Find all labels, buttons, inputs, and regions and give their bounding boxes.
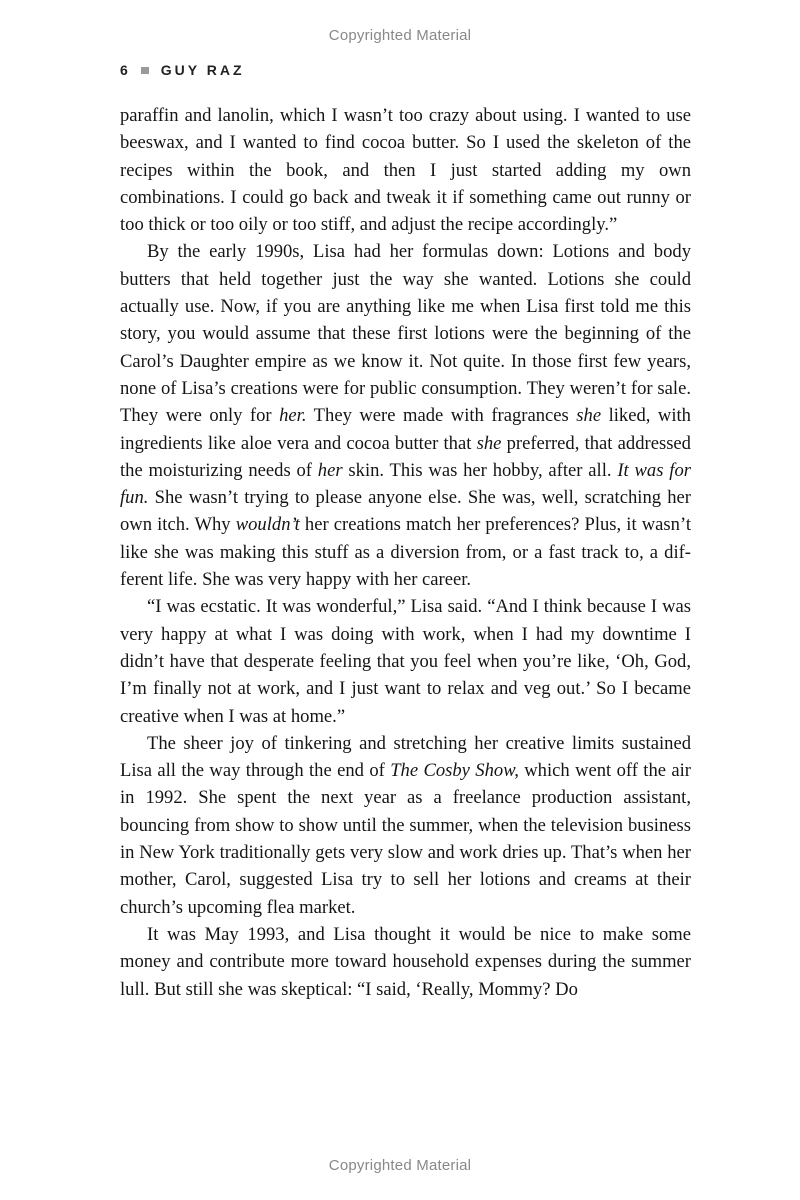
italic-text-run: she: [476, 432, 502, 454]
italic-text-run: she: [576, 405, 602, 427]
text-run: By the early 1990s, Lisa had her formulas down: Lotions and body butters that held together just the way she wanted. Lotions she could actually use. Now, if you are anything like me when Lisa first told me this story, you would assume that these first lotions were the beginning of the Carol’s Daughter empire as we know it. Not quite. In those first few years, none of Lisa’s creations were for public consumption. They weren’t for sale. They were only for: [120, 241, 691, 427]
text-run: her creations match her preferences? Plus, it wasn’t like she was making this stuff as a diversion from, or a fast track to, a different life. She was very happy with her career.: [120, 514, 691, 591]
body-text: [120, 102, 691, 1003]
text-run: They were made with fragrances: [306, 405, 577, 427]
italic-text-run: her.: [279, 405, 307, 427]
text-run: skin. This was her hobby, after all.: [342, 459, 618, 481]
text-run: which went off the air in 1992. She spent the next year as a freelance production assistant, bouncing from show to show until the summer, when the television business in New York traditionally gets very slow and work dries up. That’s when her mother, Carol, suggested Lisa try to sell her lotions and creams at their church’s upcoming flea market.: [120, 760, 692, 918]
copyright-watermark-bottom: Copyrighted Material: [328, 1157, 472, 1174]
italic-text-run: It was for fun.: [120, 459, 691, 509]
copyright-watermark-top: Copyrighted Material: [328, 27, 472, 44]
text-run: “I was ecstatic. It was wonderful,” Lisa said. “And I think because I was very happy at what I was doing with work, when I had my downtime I didn’t have that desperate feeling that you feel when you’re like, ‘Oh, God, I’m finally not at work, and I just want to relax and veg out.’ So I became creative when I was at home.”: [120, 596, 691, 727]
running-head: [120, 62, 245, 78]
text-run: paraffin and lanolin, which I wasn’t too crazy about using. I wanted to use beeswax, and I wanted to find cocoa butter. So I used the skeleton of the recipes within the book, and then I just started adding my own combinations. I could go back and tweak it if something came out runny or too thick or too oily or too stiff, and adjust the recipe accordingly.”: [120, 105, 691, 236]
separator-square-icon: [141, 67, 149, 74]
paragraph: [120, 921, 691, 1003]
italic-text-run: her: [317, 459, 343, 481]
paragraph: [120, 238, 691, 593]
paragraph: [120, 593, 691, 729]
text-run: The sheer joy of tinkering and stretching her creative limits sustained Lisa all the way through the end of: [120, 732, 691, 782]
text-run: It was May 1993, and Lisa thought it would be nice to make some money and contribute more toward household expenses during the summer lull. But still she was skeptical: “I said, ‘Really, Mommy? Do: [120, 923, 691, 1000]
text-run: liked, with ingredients like aloe vera and cocoa butter that: [120, 405, 691, 454]
italic-text-run: The Cosby Show,: [390, 760, 519, 782]
text-run: preferred, that addressed the moisturizing needs of: [120, 432, 691, 481]
italic-text-run: wouldn’t: [235, 514, 300, 536]
author-name: GUY RAZ: [160, 62, 245, 78]
page-number: 6: [120, 62, 131, 78]
paragraph: [120, 102, 691, 238]
paragraph: [120, 730, 691, 921]
text-run: She wasn’t trying to please anyone else. She was, well, scratching her own itch. Why: [120, 487, 691, 536]
